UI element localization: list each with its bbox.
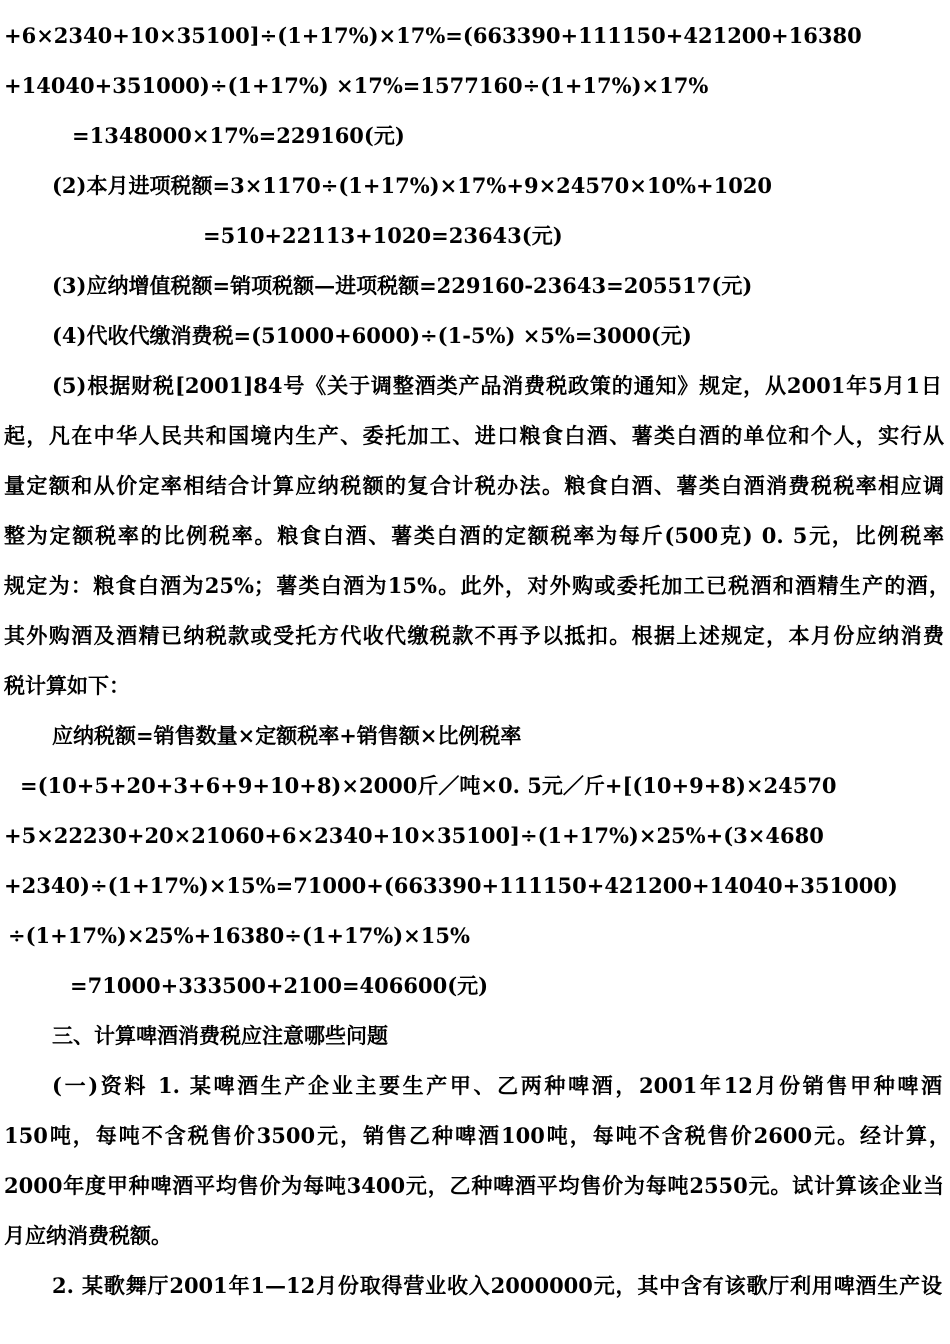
case-1-line-3: 2000年度甲种啤酒平均售价为每吨3400元，乙种啤酒平均售价为每吨2550元。试计算该企业当 [4, 1173, 944, 1198]
item-5-paragraph-line-5: 规定为：粮食白酒为25%；薯类白酒为15%。此外，对外购或委托加工已税酒和酒精生产的酒， [4, 573, 950, 598]
item-5-paragraph-line-4: 整为定额税率的比例税率。粮食白酒、薯类白酒的定额税率为每斤(500克) 0. 5元，比例税率 [4, 523, 944, 548]
item-2-input-tax: (2)本月进项税额=3×1170÷(1+17%)×17%+9×24570×10%+1020 [52, 173, 773, 198]
item-5-paragraph-line-1: (5)根据财税[2001]84号《关于调整酒类产品消费税政策的通知》规定，从2001年5月1日 [52, 373, 942, 398]
item-3-vat-payable: (3)应纳增值税额=销项税额—进项税额=229160-23643=205517(元) [52, 273, 753, 298]
tax-formula-heading: 应纳税额=销售数量×定额税率+销售额×比例税率 [52, 723, 522, 748]
case-1-line-2: 150吨，每吨不含税售价3500元，销售乙种啤酒100吨，每吨不含税售价2600元。经计算， [4, 1123, 950, 1148]
tax-formula-line-3: +2340)÷(1+17%)×15%=71000+(663390+111150+421200+14040+351000) [4, 873, 898, 898]
item-5-paragraph-line-6: 其外购酒及酒精已纳税款或受托方代收代缴税款不再予以抵扣。根据上述规定，本月份应纳消费 [4, 623, 944, 648]
item-5-paragraph-line-3: 量定额和从价定率相结合计算应纳税额的复合计税办法。粮食白酒、薯类白酒消费税税率相应调 [4, 473, 944, 498]
item-4-withheld-tax: (4)代收代缴消费税=(51000+6000)÷(1-5%) ×5%=3000(元) [52, 323, 692, 348]
case-2-line-1: 2. 某歌舞厅2001年1—12月份取得营业收入2000000元，其中含有该歌厅利用啤酒生产设 [52, 1273, 942, 1298]
tax-formula-line-4: ÷(1+17%)×25%+16380÷(1+17%)×15% [8, 923, 470, 948]
item-2-result: =510+22113+1020=23643(元) [203, 223, 563, 248]
item-5-paragraph-line-2: 起，凡在中华人民共和国境内生产、委托加工、进口粮食白酒、薯类白酒的单位和个人，实行从 [4, 423, 944, 448]
tax-formula-result: =71000+333500+2100=406600(元) [70, 973, 489, 998]
tax-formula-line-2: +5×22230+20×21060+6×2340+10×35100]÷(1+17%)×25%+(3×4680 [4, 823, 824, 848]
tax-formula-line-1: =(10+5+20+3+6+9+10+8)×2000斤／吨×0. 5元／斤+[(10+9+8)×24570 [20, 773, 837, 798]
section-3-heading: 三、计算啤酒消费税应注意哪些问题 [52, 1023, 388, 1048]
formula-line-1: +6×2340+10×35100]÷(1+17%)×17%=(663390+111150+421200+16380 [4, 23, 862, 48]
case-1-line-4: 月应纳消费税额。 [4, 1223, 172, 1248]
formula-line-2: +14040+351000)÷(1+17%) ×17%=1577160÷(1+17%)×17% [4, 73, 709, 98]
formula-line-3: =1348000×17%=229160(元) [72, 123, 405, 148]
item-5-paragraph-line-7: 税计算如下： [4, 673, 130, 698]
case-1-line-1: (一)资料 1. 某啤酒生产企业主要生产甲、乙两种啤酒，2001年12月份销售甲种啤酒 [52, 1073, 942, 1098]
